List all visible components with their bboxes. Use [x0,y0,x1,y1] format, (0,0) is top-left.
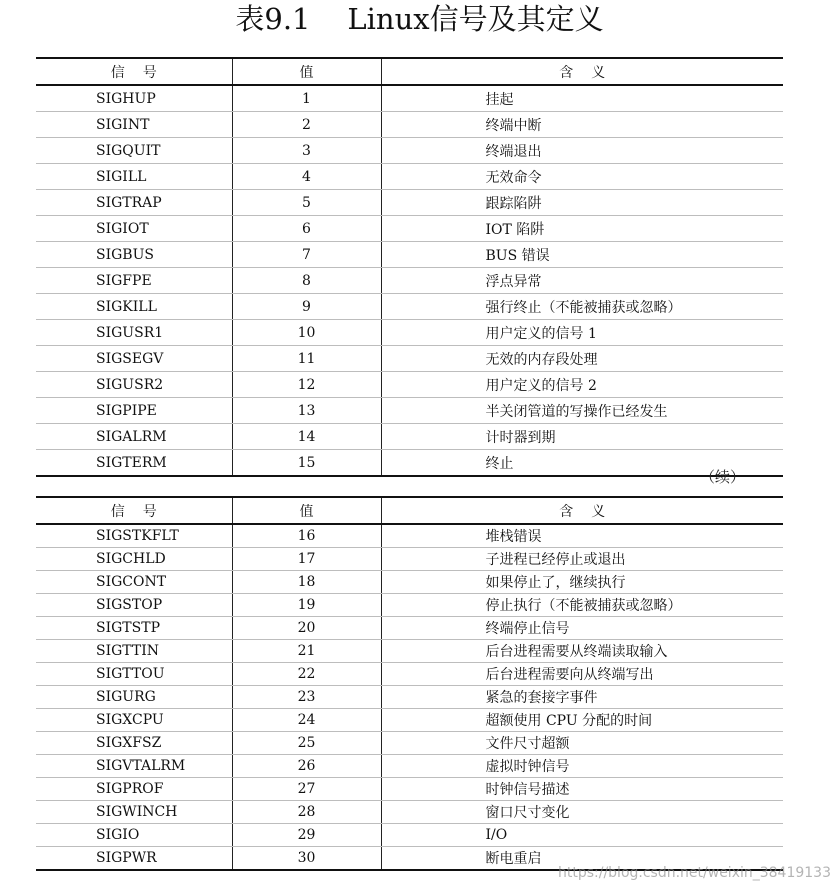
signal-value-cell: 3 [232,138,381,164]
signal-meaning-cell: 用户定义的信号 1 [381,320,783,346]
table-row [36,755,783,778]
table-row [36,424,783,450]
signal-value-cell: 14 [232,424,381,450]
signal-meaning-cell: 终止 [381,450,783,477]
signal-meaning-cell: 后台进程需要从终端读取输入 [381,640,783,663]
table-header-row [36,497,783,524]
signal-value-cell: 17 [232,548,381,571]
signal-meaning-cell: 窗口尺寸变化 [381,801,783,824]
signal-value-cell: 6 [232,216,381,242]
signal-name-cell: SIGSTOP [36,594,232,617]
signal-value-cell: 21 [232,640,381,663]
signal-meaning-cell: BUS 错误 [381,242,783,268]
signal-name-cell: SIGTERM [36,450,232,477]
signal-meaning-cell: 堆栈错误 [381,524,783,548]
table-row [36,372,783,398]
signal-name-cell: SIGURG [36,686,232,709]
signal-meaning-cell: 终端中断 [381,112,783,138]
signal-name-cell: SIGTSTP [36,617,232,640]
table-row [36,346,783,372]
table-row [36,450,783,477]
signal-meaning-cell: IOT 陷阱 [381,216,783,242]
signal-name-cell: SIGWINCH [36,801,232,824]
signal-value-cell: 18 [232,571,381,594]
signal-value-cell: 16 [232,524,381,548]
header-name: 信号 [36,497,232,524]
signal-name-cell: SIGUSR2 [36,372,232,398]
signal-name-cell: SIGFPE [36,268,232,294]
signal-meaning-cell: 终端退出 [381,138,783,164]
signal-value-cell: 27 [232,778,381,801]
signal-meaning-cell: 跟踪陷阱 [381,190,783,216]
signal-value-cell: 10 [232,320,381,346]
signal-value-cell: 22 [232,663,381,686]
table-row [36,732,783,755]
watermark: https://blog.csdn.net/weixin_38419133 [557,865,831,881]
signal-name-cell: SIGSTKFLT [36,524,232,548]
signal-name-cell: SIGCHLD [36,548,232,571]
signal-table-2 [36,496,783,871]
signal-meaning-cell: 断电重启 [381,847,783,871]
signal-value-cell: 13 [232,398,381,424]
signal-value-cell: 4 [232,164,381,190]
table-row [36,138,783,164]
signal-meaning-cell: I/O [381,824,783,847]
header-value: 值 [232,58,381,85]
table-row [36,190,783,216]
signal-meaning-cell: 紧急的套接字事件 [381,686,783,709]
signal-value-cell: 9 [232,294,381,320]
signal-value-cell: 8 [232,268,381,294]
table-row [36,85,783,112]
signal-name-cell: SIGTTIN [36,640,232,663]
signal-value-cell: 25 [232,732,381,755]
header-meaning: 含义 [381,497,783,524]
signal-name-cell: SIGIOT [36,216,232,242]
signal-name-cell: SIGXCPU [36,709,232,732]
table-row [36,686,783,709]
signal-meaning-cell: 无效的内存段处理 [381,346,783,372]
signal-value-cell: 2 [232,112,381,138]
table-row [36,663,783,686]
signal-value-cell: 12 [232,372,381,398]
table-row [36,640,783,663]
signal-name-cell: SIGALRM [36,424,232,450]
signal-meaning-cell: 终端停止信号 [381,617,783,640]
signal-value-cell: 29 [232,824,381,847]
signal-name-cell: SIGCONT [36,571,232,594]
signal-meaning-cell: 用户定义的信号 2 [381,372,783,398]
table-row [36,320,783,346]
signal-name-cell: SIGQUIT [36,138,232,164]
signal-value-cell: 19 [232,594,381,617]
signal-value-cell: 5 [232,190,381,216]
table-row [36,594,783,617]
header-meaning: 含义 [381,58,783,85]
table-row [36,709,783,732]
signal-meaning-cell: 文件尺寸超额 [381,732,783,755]
table-row [36,824,783,847]
header-value: 值 [232,497,381,524]
signal-name-cell: SIGTTOU [36,663,232,686]
signal-name-cell: SIGSEGV [36,346,232,372]
signal-meaning-cell: 计时器到期 [381,424,783,450]
signal-meaning-cell: 停止执行（不能被捕获或忽略） [381,594,783,617]
signal-value-cell: 23 [232,686,381,709]
table-row [36,617,783,640]
table-row [36,164,783,190]
signal-name-cell: SIGXFSZ [36,732,232,755]
signal-name-cell: SIGUSR1 [36,320,232,346]
table-row [36,216,783,242]
signal-value-cell: 30 [232,847,381,871]
signal-meaning-cell: 后台进程需要向从终端写出 [381,663,783,686]
signal-name-cell: SIGPROF [36,778,232,801]
signal-name-cell: SIGHUP [36,85,232,112]
table-row [36,801,783,824]
signal-name-cell: SIGBUS [36,242,232,268]
signal-value-cell: 11 [232,346,381,372]
table-header-row [36,58,783,85]
signal-name-cell: SIGPWR [36,847,232,871]
signal-name-cell: SIGPIPE [36,398,232,424]
signal-meaning-cell: 超额使用 CPU 分配的时间 [381,709,783,732]
signal-value-cell: 1 [232,85,381,112]
signal-meaning-cell: 子进程已经停止或退出 [381,548,783,571]
signal-name-cell: SIGTRAP [36,190,232,216]
signal-table-1 [36,57,783,477]
signal-value-cell: 20 [232,617,381,640]
table-row [36,112,783,138]
continued-label: （续） [700,468,746,486]
signal-name-cell: SIGINT [36,112,232,138]
table-row [36,242,783,268]
signal-value-cell: 7 [232,242,381,268]
signal-meaning-cell: 挂起 [381,85,783,112]
signal-name-cell: SIGVTALRM [36,755,232,778]
table-row [36,571,783,594]
signal-name-cell: SIGILL [36,164,232,190]
signal-meaning-cell: 半关闭管道的写操作已经发生 [381,398,783,424]
table-2-body [36,524,783,870]
table-row [36,294,783,320]
signal-name-cell: SIGKILL [36,294,232,320]
signal-name-cell: SIGIO [36,824,232,847]
signal-value-cell: 24 [232,709,381,732]
signal-value-cell: 15 [232,450,381,477]
signal-value-cell: 28 [232,801,381,824]
table-row [36,398,783,424]
table-row [36,268,783,294]
signal-meaning-cell: 强行终止（不能被捕获或忽略） [381,294,783,320]
page-title: 表9.1 Linux信号及其定义 [235,2,604,36]
header-name: 信号 [36,58,232,85]
signal-meaning-cell: 浮点异常 [381,268,783,294]
signal-value-cell: 26 [232,755,381,778]
table-row [36,548,783,571]
signal-meaning-cell: 虚拟时钟信号 [381,755,783,778]
table-row [36,778,783,801]
table-1-body [36,85,783,476]
signal-meaning-cell: 如果停止了，继续执行 [381,571,783,594]
signal-meaning-cell: 无效命令 [381,164,783,190]
table-row [36,524,783,548]
signal-meaning-cell: 时钟信号描述 [381,778,783,801]
